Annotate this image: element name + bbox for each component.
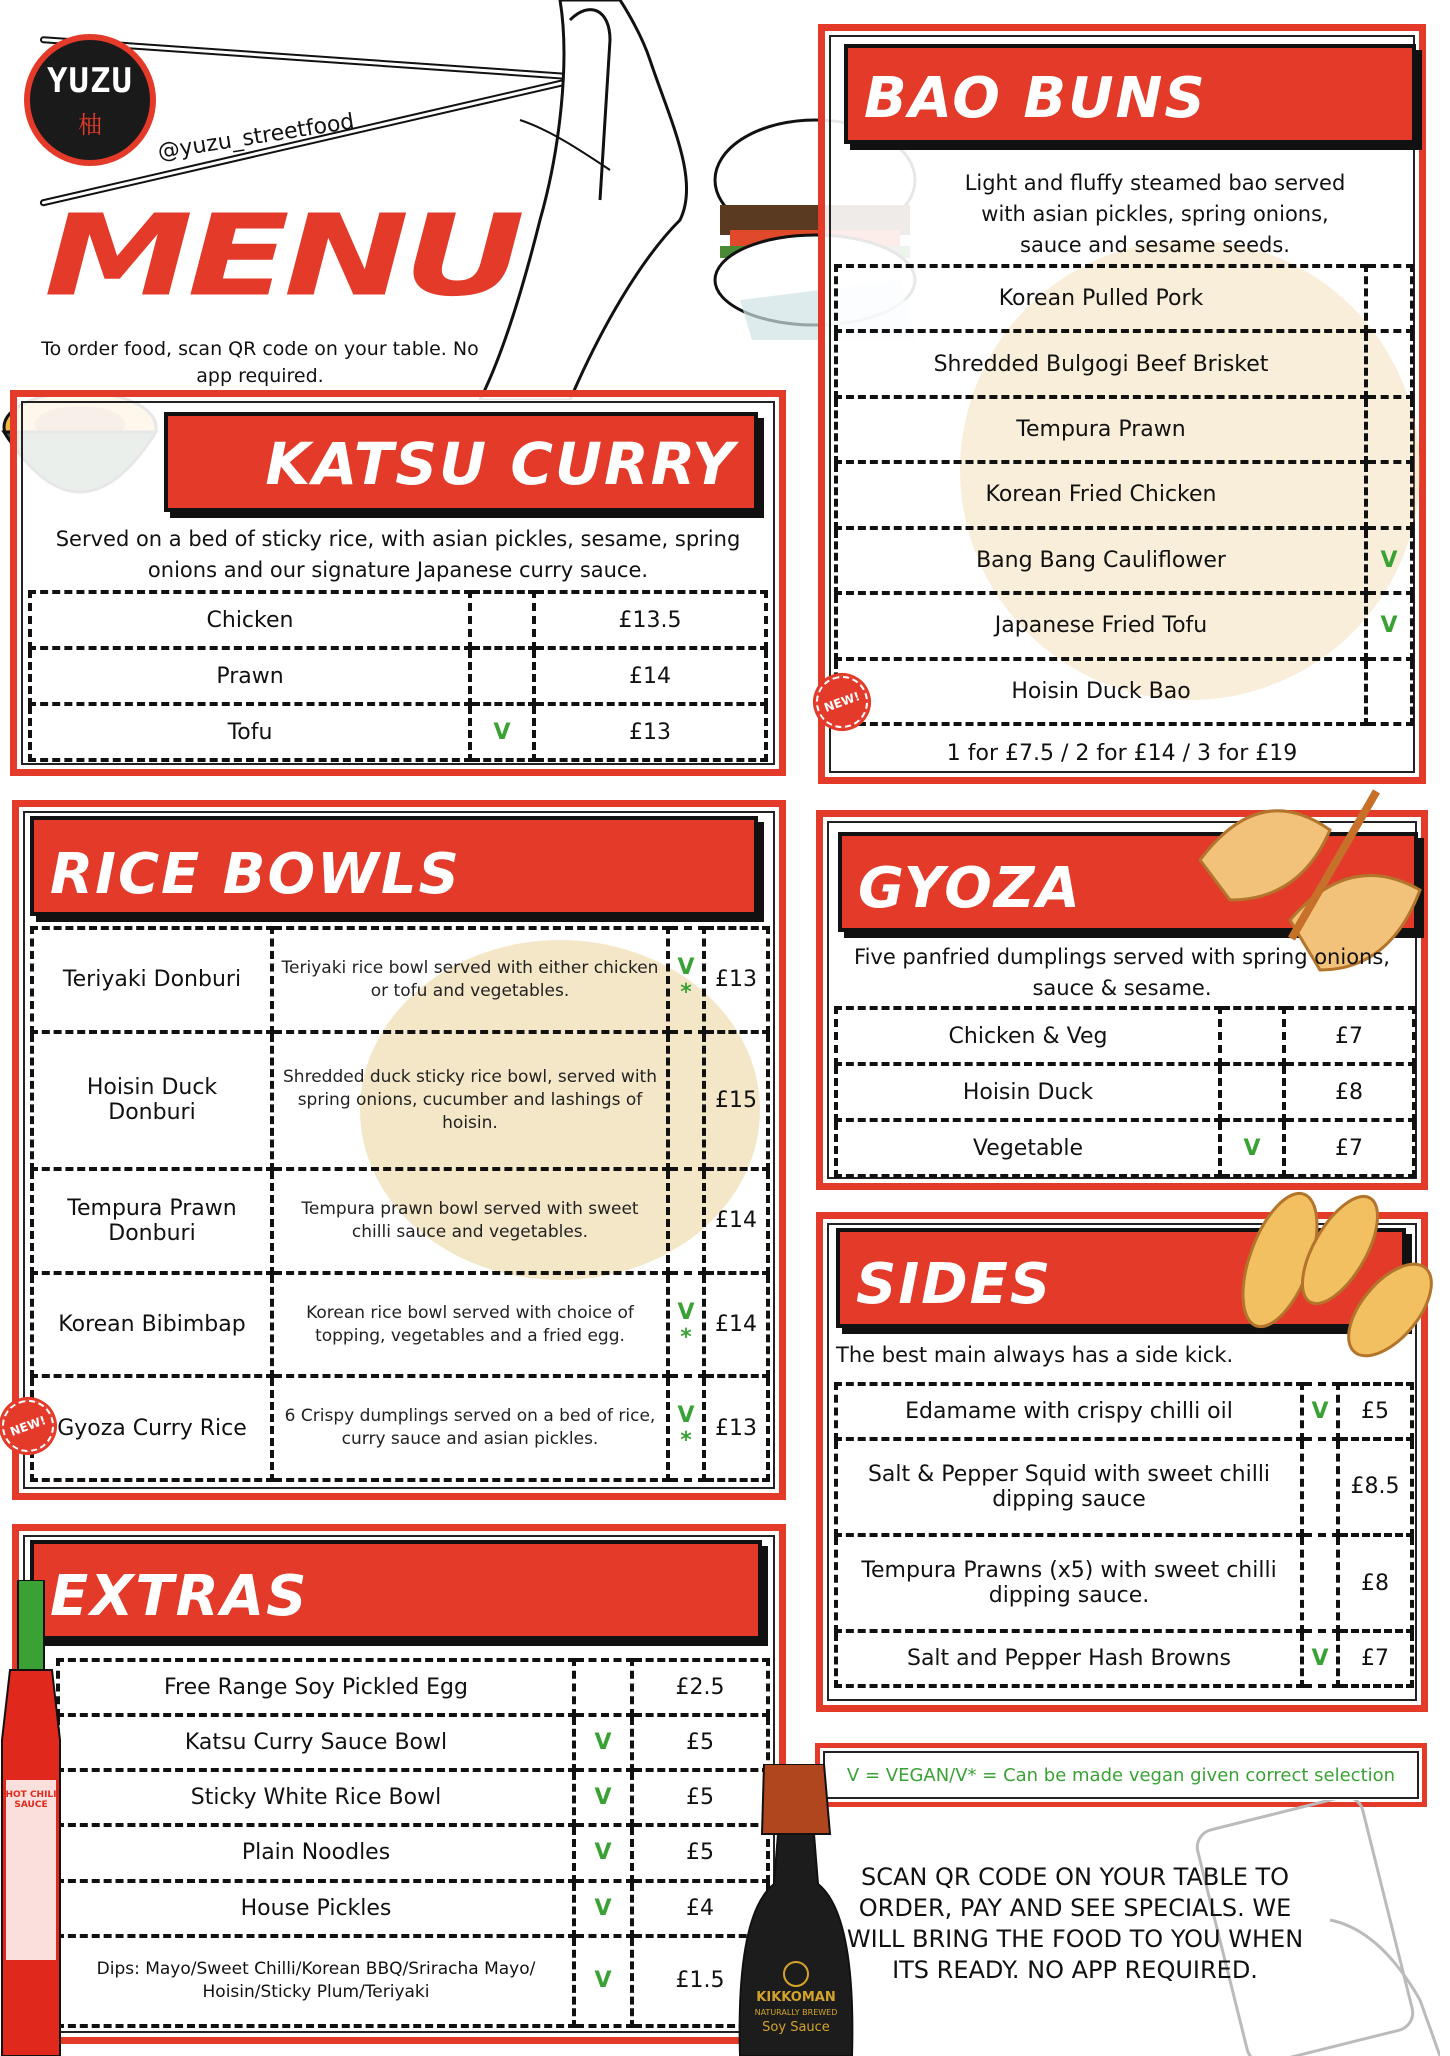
vegan-marker: V xyxy=(574,1881,632,1936)
item-name: Hoisin Duck xyxy=(836,1064,1220,1120)
vegan-marker xyxy=(668,1032,704,1170)
item-price: £8.5 xyxy=(1338,1439,1412,1535)
logo-kanji: 柚 xyxy=(78,110,102,139)
vegan-marker: V xyxy=(1302,1384,1338,1439)
item-price: £14 xyxy=(534,648,766,704)
item-price: £7 xyxy=(1338,1631,1412,1686)
item-name: Dips: Mayo/Sweet Chilli/Korean BBQ/Sriracha Mayo/ Hoisin/Sticky Plum/Teriyaki xyxy=(58,1936,574,2026)
table-row[interactable] xyxy=(836,331,1412,396)
table-row[interactable] xyxy=(32,1169,768,1273)
item-name: Free Range Soy Pickled Egg xyxy=(58,1660,574,1715)
bao-table xyxy=(834,264,1414,726)
item-price: £5 xyxy=(1338,1384,1412,1439)
table-row[interactable] xyxy=(32,1273,768,1377)
vegan-marker xyxy=(1220,1008,1284,1064)
bao-description: Light and fluffy steamed bao served with asian pickles, spring onions, sauce and sesame seeds. xyxy=(964,171,1346,257)
table-row[interactable] xyxy=(58,1715,768,1770)
item-price: £8 xyxy=(1338,1535,1412,1631)
item-description: Teriyaki rice bowl served with either chicken or tofu and vegetables. xyxy=(272,928,668,1032)
social-handle: @yuzu_streetfood xyxy=(156,109,356,165)
extras-table xyxy=(56,1658,770,2028)
vegan-marker xyxy=(1302,1535,1338,1631)
table-row[interactable] xyxy=(836,462,1412,527)
vegan-v: V xyxy=(677,1403,695,1429)
item-price: £13 xyxy=(704,1376,768,1480)
item-name: Chicken & Veg xyxy=(836,1008,1220,1064)
vegan-marker xyxy=(470,648,534,704)
item-description: Tempura prawn bowl served with sweet chilli sauce and vegetables. xyxy=(272,1169,668,1273)
vegan-marker: V xyxy=(574,1936,632,2026)
item-price: £4 xyxy=(632,1881,768,1936)
table-row[interactable] xyxy=(836,659,1412,724)
vegan-star: * xyxy=(680,1324,692,1350)
sides-table xyxy=(834,1382,1414,1688)
vegan-marker xyxy=(668,1376,704,1480)
katsu-table xyxy=(28,590,768,762)
item-price: £7 xyxy=(1284,1008,1414,1064)
vegan-v: V xyxy=(677,954,695,980)
vegan-v: V xyxy=(677,1299,695,1325)
vegan-marker xyxy=(668,1169,704,1273)
extras-title: EXTRAS xyxy=(50,1564,309,1629)
vegan-marker xyxy=(1366,462,1412,527)
katsu-title: KATSU CURRY xyxy=(265,430,736,498)
item-name: Katsu Curry Sauce Bowl xyxy=(58,1715,574,1770)
katsu-banner xyxy=(164,412,758,512)
item-name: Bang Bang Cauliflower xyxy=(836,528,1366,593)
table-row[interactable] xyxy=(836,1008,1414,1064)
table-row[interactable] xyxy=(836,593,1412,658)
vegan-marker: V xyxy=(1220,1120,1284,1176)
vegan-marker xyxy=(574,1660,632,1715)
sides-title: SIDES xyxy=(856,1252,1053,1317)
rice-bowls-table xyxy=(30,926,770,1482)
logo xyxy=(24,34,156,166)
item-name: Tofu xyxy=(30,704,470,760)
item-price: £5 xyxy=(632,1770,768,1825)
item-name: Korean Bibimbap xyxy=(32,1273,272,1377)
item-name: Salt and Pepper Hash Browns xyxy=(836,1631,1302,1686)
item-price: £5 xyxy=(632,1715,768,1770)
table-row[interactable] xyxy=(836,397,1412,462)
item-name: Shredded Bulgogi Beef Brisket xyxy=(836,331,1366,396)
item-name: Korean Fried Chicken xyxy=(836,462,1366,527)
item-name: Salt & Pepper Squid with sweet chilli dipping sauce xyxy=(836,1439,1302,1535)
rice-bowls-title: RICE BOWLS xyxy=(50,842,461,907)
vegan-marker xyxy=(668,1273,704,1377)
item-name: Tempura Prawns (x5) with sweet chilli dipping sauce. xyxy=(836,1535,1302,1631)
vegan-marker xyxy=(668,928,704,1032)
item-name: Hoisin Duck Donburi xyxy=(32,1032,272,1170)
item-name: Korean Pulled Pork xyxy=(836,266,1366,331)
table-row[interactable] xyxy=(836,1384,1412,1439)
new-badge: NEW! xyxy=(0,1393,61,1460)
vegan-marker: V xyxy=(574,1715,632,1770)
item-name: Teriyaki Donburi xyxy=(32,928,272,1032)
soy-sub: NATURALLY BREWED xyxy=(754,2008,838,2017)
vegan-marker xyxy=(470,592,534,648)
table-row[interactable] xyxy=(58,1660,768,1715)
vegan-marker: V xyxy=(470,704,534,760)
item-price: £7 xyxy=(1284,1120,1414,1176)
item-name: Gyoza Curry Rice xyxy=(32,1376,272,1480)
table-row[interactable] xyxy=(836,1631,1412,1686)
table-row[interactable] xyxy=(836,1439,1412,1535)
order-note: To order food, scan QR code on your table. No app required. xyxy=(41,338,479,387)
item-description: 6 Crispy dumplings served on a bed of rice, curry sauce and asian pickles. xyxy=(272,1376,668,1480)
vegan-marker xyxy=(1366,659,1412,724)
item-price: £1.5 xyxy=(632,1936,768,2026)
vegan-marker: V xyxy=(1302,1631,1338,1686)
item-name: Prawn xyxy=(30,648,470,704)
item-name: Japanese Fried Tofu xyxy=(836,593,1366,658)
table-row[interactable] xyxy=(836,266,1412,331)
table-row[interactable] xyxy=(32,1376,768,1480)
item-price: £8 xyxy=(1284,1064,1414,1120)
item-name: Hoisin Duck Bao xyxy=(836,659,1366,724)
vegan-marker xyxy=(1220,1064,1284,1120)
table-row[interactable] xyxy=(30,592,766,648)
item-price: £2.5 xyxy=(632,1660,768,1715)
soy-label: Soy Sauce xyxy=(762,2020,830,2035)
table-row[interactable] xyxy=(58,1770,768,1825)
vegan-marker xyxy=(1366,397,1412,462)
item-name: Plain Noodles xyxy=(58,1825,574,1880)
table-row[interactable] xyxy=(30,648,766,704)
item-price: £13 xyxy=(704,928,768,1032)
soy-brand: KIKKOMAN xyxy=(756,1990,836,2005)
table-row[interactable] xyxy=(836,1535,1412,1631)
vegan-marker xyxy=(1366,266,1412,331)
sriracha-label: HOT CHILI SAUCE xyxy=(5,1790,57,1810)
item-price: £13.5 xyxy=(534,592,766,648)
tempura-prawns-illustration xyxy=(1230,1140,1440,1370)
item-price: £14 xyxy=(704,1169,768,1273)
vegan-marker xyxy=(1366,331,1412,396)
vegan-legend: V = VEGAN/V* = Can be made vegan given correct selection xyxy=(815,1743,1427,1807)
vegan-marker: V xyxy=(574,1770,632,1825)
item-description: Shredded duck sticky rice bowl, served with spring onions, cucumber and lashings of hoisin. xyxy=(272,1032,668,1170)
vegan-star: * xyxy=(680,1428,692,1454)
vegan-star: * xyxy=(680,979,692,1005)
scan-qr-note: SCAN QR CODE ON YOUR TABLE TO ORDER, PAY AND SEE SPECIALS. WE WILL BRING THE FOOD TO YOU WHEN ITS READY. NO APP REQUIRED. xyxy=(846,1863,1304,1984)
item-name: Sticky White Rice Bowl xyxy=(58,1770,574,1825)
item-price: £15 xyxy=(704,1032,768,1170)
item-price: £13 xyxy=(534,704,766,760)
vegan-marker: V xyxy=(1366,593,1412,658)
vegan-marker: V xyxy=(574,1825,632,1880)
page-title: MENU xyxy=(44,191,520,322)
table-row[interactable] xyxy=(836,528,1412,593)
item-name: Tempura Prawn xyxy=(836,397,1366,462)
bao-pricing: 1 for £7.5 / 2 for £14 / 3 for £19 xyxy=(946,741,1298,766)
logo-text: YUZU xyxy=(47,60,133,101)
sides-description: The best main always has a side kick. xyxy=(836,1343,1234,1367)
vegan-marker: V xyxy=(1366,528,1412,593)
item-price: £5 xyxy=(632,1825,768,1880)
item-name: Tempura Prawn Donburi xyxy=(32,1169,272,1273)
item-name: Chicken xyxy=(30,592,470,648)
vegan-marker xyxy=(1302,1439,1338,1535)
item-price: £14 xyxy=(704,1273,768,1377)
extras-banner xyxy=(30,1540,762,1640)
item-name: Vegetable xyxy=(836,1120,1220,1176)
rice-bowls-banner xyxy=(30,816,758,916)
gyoza-description: Five panfried dumplings served with spring onions, sauce & sesame. xyxy=(854,945,1390,1000)
item-description: Korean rice bowl served with choice of topping, vegetables and a fried egg. xyxy=(272,1273,668,1377)
table-row[interactable] xyxy=(32,1032,768,1170)
new-badge: NEW! xyxy=(809,669,876,736)
table-row[interactable] xyxy=(30,704,766,760)
gyoza-title: GYOZA xyxy=(858,856,1082,921)
table-row[interactable] xyxy=(32,928,768,1032)
table-row[interactable] xyxy=(58,1825,768,1880)
item-name: Edamame with crispy chilli oil xyxy=(836,1384,1302,1439)
item-name: House Pickles xyxy=(58,1881,574,1936)
table-row[interactable] xyxy=(58,1936,768,2026)
katsu-description: Served on a bed of sticky rice, with asian pickles, sesame, spring onions and our signature Japanese curry sauce. xyxy=(55,527,741,582)
sriracha-bottle-illustration xyxy=(0,1580,62,2056)
table-row[interactable] xyxy=(836,1064,1414,1120)
bao-title: BAO BUNS xyxy=(864,66,1207,131)
table-row[interactable] xyxy=(58,1881,768,1936)
bao-banner xyxy=(844,44,1416,144)
